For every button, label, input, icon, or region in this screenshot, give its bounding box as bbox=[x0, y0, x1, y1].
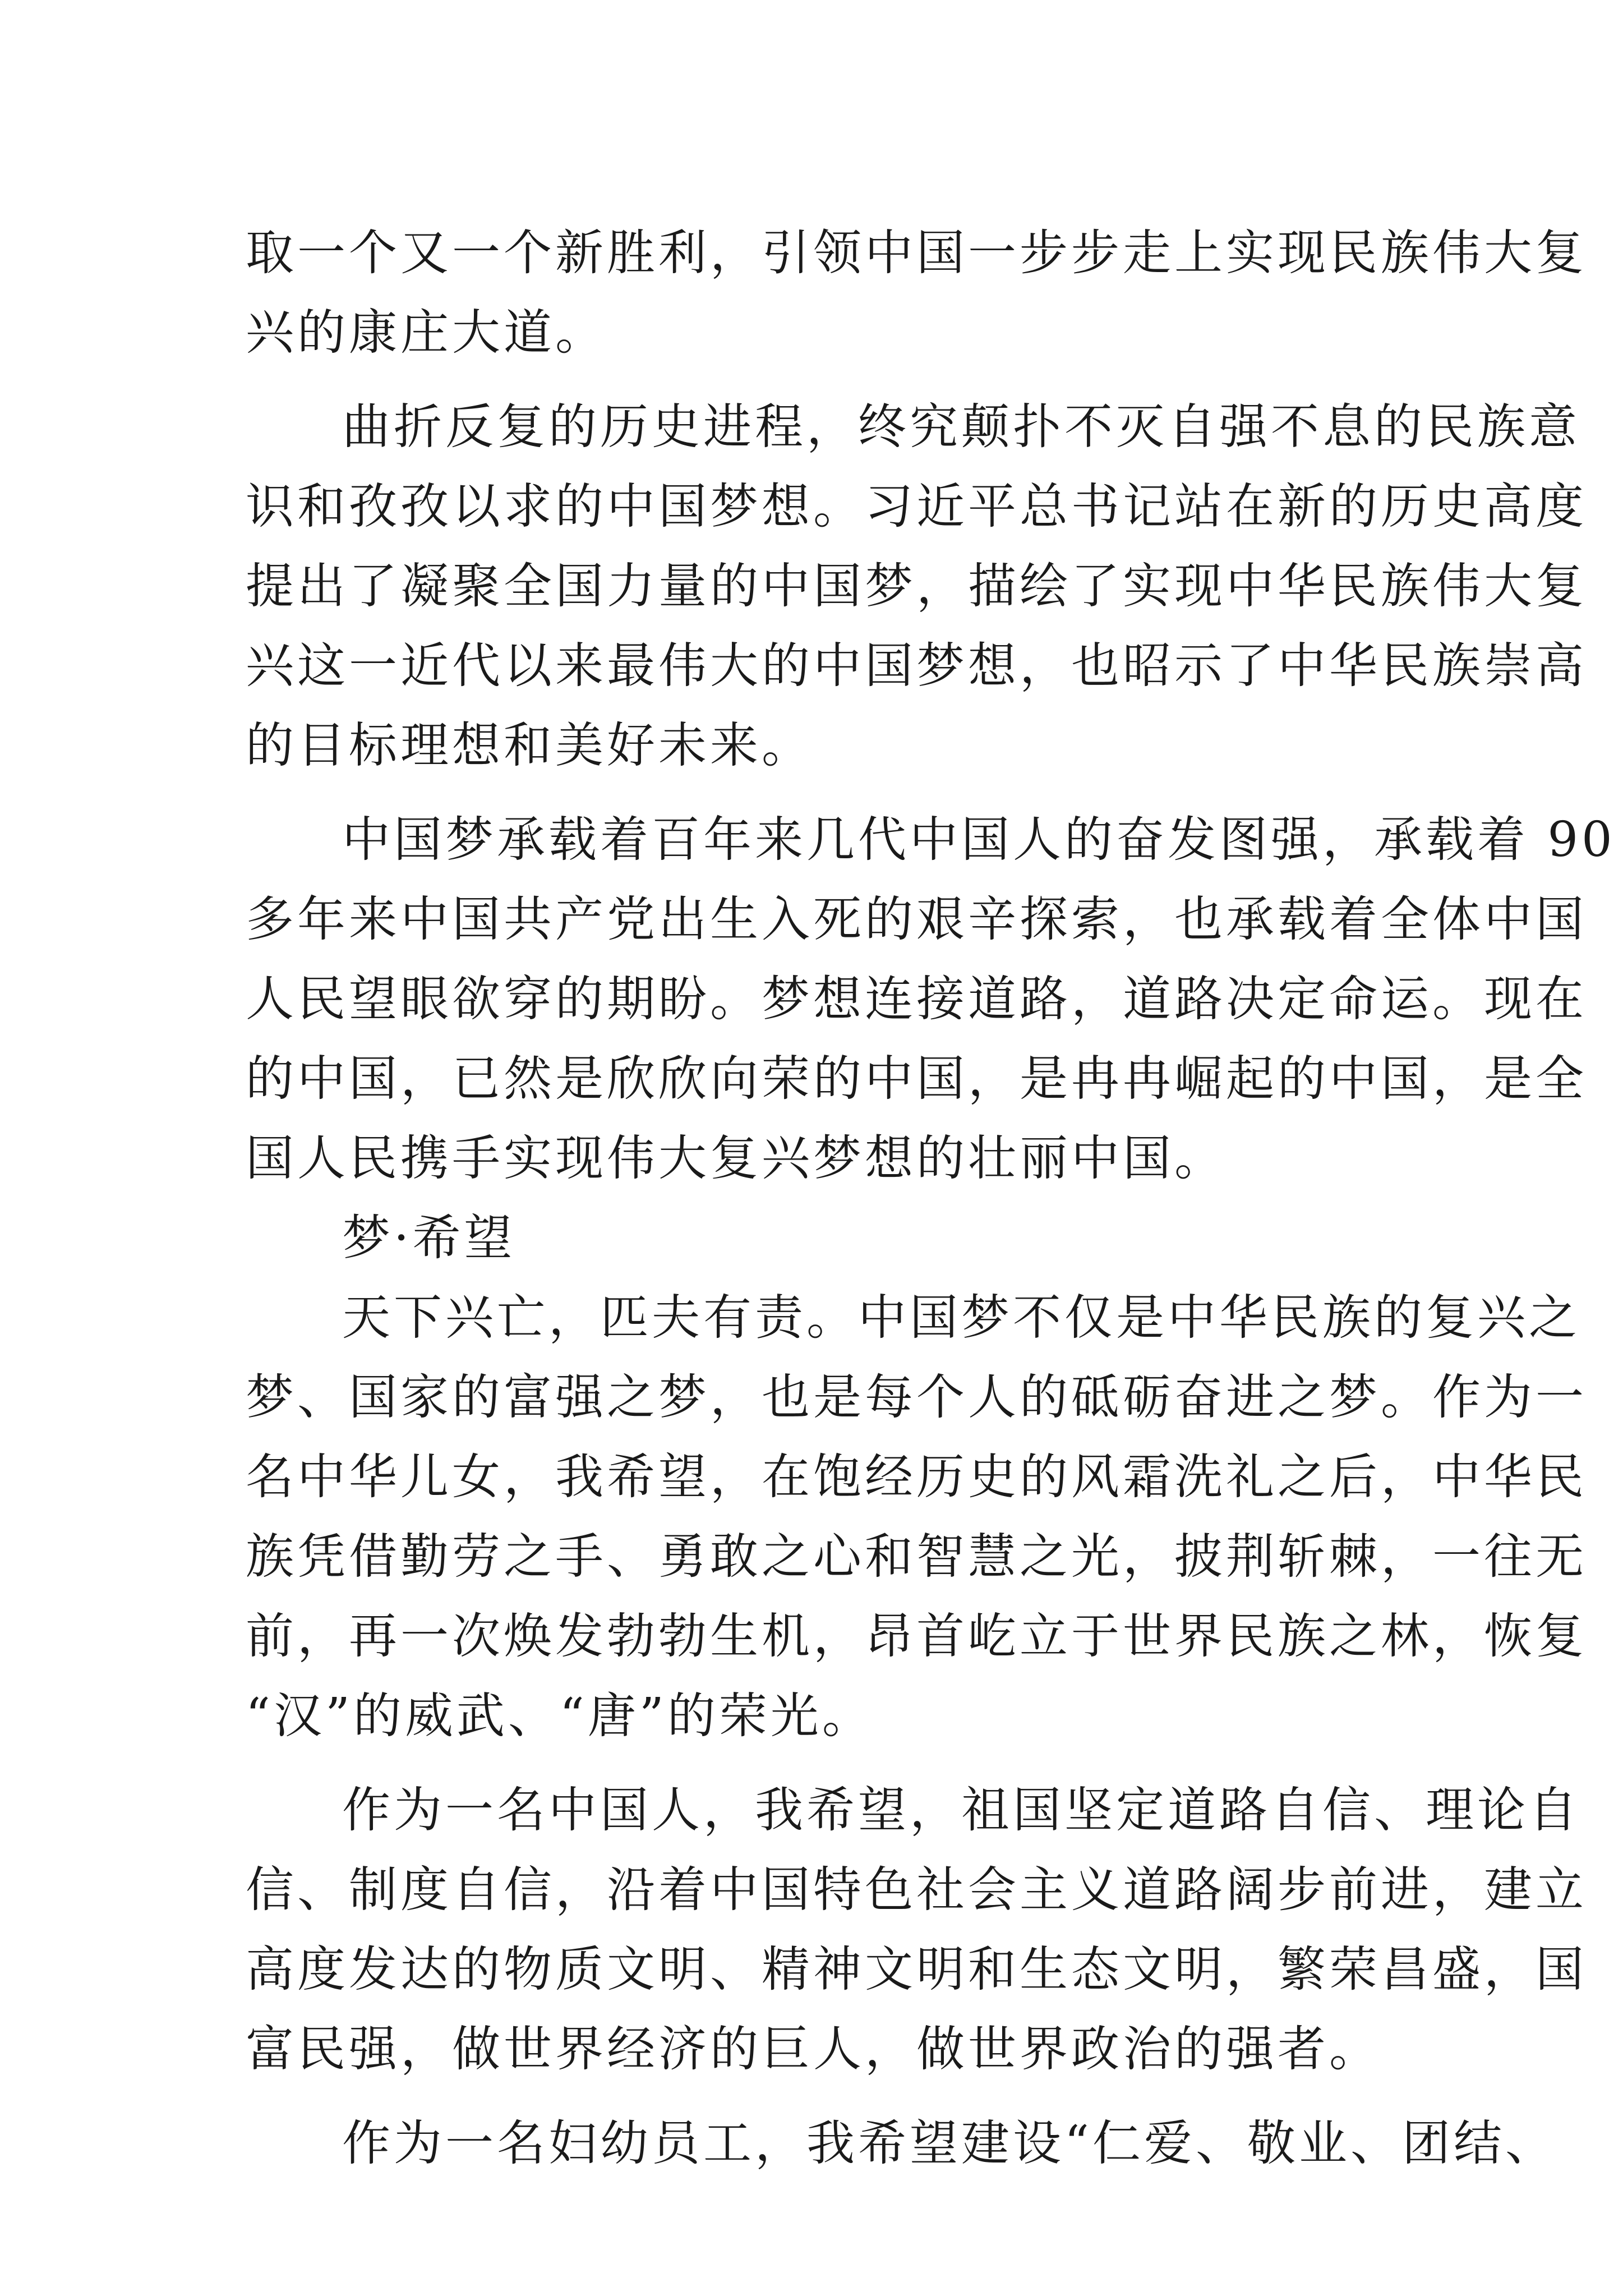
text-line: 前，再一次焕发勃勃生机，昂首屹立于世界民族之林，恢复 bbox=[246, 1608, 1587, 1664]
text-line: 的中国，已然是欣欣向荣的中国，是冉冉崛起的中国，是全 bbox=[246, 1051, 1587, 1107]
text-line: “汉”的威武、“唐”的荣光。 bbox=[246, 1688, 874, 1744]
text-line: 富民强，做世界经济的巨人，做世界政治的强者。 bbox=[246, 2021, 1381, 2077]
text-line: 梦、国家的富强之梦，也是每个人的砥砺奋进之梦。作为一 bbox=[246, 1369, 1587, 1425]
text-line: 人民望眼欲穿的期盼。梦想连接道路，道路决定命运。现在 bbox=[246, 971, 1587, 1027]
paragraph-first-line: 作为一名中国人，我希望，祖国坚定道路自信、理论自 bbox=[342, 1782, 1580, 1838]
text-line: 取一个又一个新胜利，引领中国一步步走上实现民族伟大复 bbox=[246, 225, 1587, 281]
paragraph-first-line: 曲折反复的历史进程，终究颠扑不灭自强不息的民族意 bbox=[342, 399, 1580, 455]
paragraph-first-line: 中国梦承载着百年来几代中国人的奋发图强，承载着 90 bbox=[342, 812, 1616, 868]
paragraph-first-line: 天下兴亡，匹夫有责。中国梦不仅是中华民族的复兴之 bbox=[342, 1290, 1580, 1346]
text-line: 的目标理想和美好未来。 bbox=[246, 717, 813, 774]
text-line: 国人民携手实现伟大复兴梦想的壮丽中国。 bbox=[246, 1130, 1226, 1186]
text-line: 高度发达的物质文明、精神文明和生态文明，繁荣昌盛，国 bbox=[246, 1941, 1587, 1998]
text-line: 兴这一近代以来最伟大的中国梦想，也昭示了中华民族崇高 bbox=[246, 638, 1587, 694]
section-heading: 梦·希望 bbox=[342, 1210, 516, 1266]
text-line: 多年来中国共产党出生入死的艰辛探索，也承载着全体中国 bbox=[246, 891, 1587, 947]
body-text bbox=[246, 213, 1616, 2183]
text-line: 信、制度自信，沿着中国特色社会主义道路阔步前进，建立 bbox=[246, 1862, 1587, 1918]
text-line: 识和孜孜以求的中国梦想。习近平总书记站在新的历史高度 bbox=[246, 478, 1587, 535]
text-line: 名中华儿女，我希望，在饱经历史的风霜洗礼之后，中华民 bbox=[246, 1449, 1587, 1505]
paragraph-first-line: 作为一名妇幼员工，我希望建设“仁爱、敬业、团结、 bbox=[342, 2115, 1557, 2171]
text-line: 族凭借勤劳之手、勇敢之心和智慧之光，披荆斩棘，一往无 bbox=[246, 1529, 1587, 1585]
text-line: 兴的康庄大道。 bbox=[246, 305, 607, 361]
text-line: 提出了凝聚全国力量的中国梦，描绘了实现中华民族伟大复 bbox=[246, 558, 1587, 614]
